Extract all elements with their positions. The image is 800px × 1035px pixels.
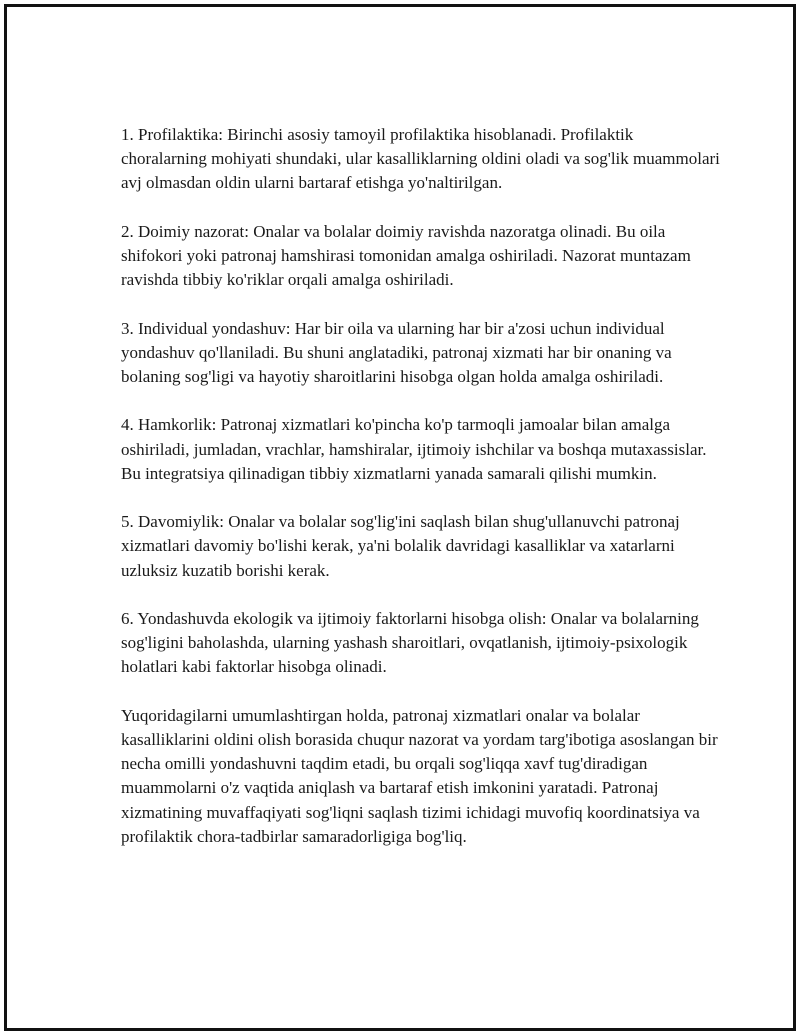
paragraph-doimiy-nazorat: 2. Doimiy nazorat: Onalar va bolalar doimiy ravishda nazoratga olinadi. Bu oila shifokori yoki patronaj hamshirasi tomonidan amalga oshiriladi. Nazorat muntazam ravishda tibbiy ko'riklar orqali amalga oshiriladi.	[121, 221, 691, 290]
paragraph-summary: Yuqoridagilarni umumlashtirgan holda, patronaj xizmatlari onalar va bolalar kasalliklarini oldini olish borasida chuqur nazorat va yordam targ'ibotiga asoslangan bir necha omilli yondashuvni taqdim etadi, bu orqali sog'liqqa xavf tug'diradigan muammolarni o'z vaqtida aniqlash va bartaraf etish imkonini yaratadi. Patronaj xizmatining muvaffaqiyati sog'liqni saqlash tizimi ichidagi muvofiq koordinatsiya va profilaktik chora-tadbirlar samaradorligiga bog'liq.	[121, 705, 718, 846]
paragraph-hamkorlik: 4. Hamkorlik: Patronaj xizmatlari ko'pincha ko'p tarmoqli jamoalar bilan amalga oshiriladi, jumladan, vrachlar, hamshiralar, ijtimoiy ishchilar va boshqa mutaxassislar. Bu integratsiya qilinadigan tibbiy xizmatlarni yanada samarali qilishi mumkin.	[121, 415, 707, 483]
page-frame	[4, 4, 796, 1031]
paragraph-ekologik-faktorlar: 6. Yondashuvda ekologik va ijtimoiy faktorlarni hisobga olish: Onalar va bolalarning sog'ligini baholashda, ularning yashash sharoitlari, ovqatlanish, ijtimoiy-psixologik holatlari kabi faktorlar hisobga olinadi.	[121, 608, 699, 677]
document-body	[121, 123, 721, 873]
paragraph-davomiylik: 5. Davomiylik: Onalar va bolalar sog'lig'ini saqlash bilan shug'ullanuvchi patronaj xizmatlari davomiy bo'lishi kerak, ya'ni bolalik davridagi kasalliklar va xatarlarni uzluksiz kuzatib borishi kerak.	[121, 512, 680, 580]
paragraph-profilaktika: 1. Profilaktika: Birinchi asosiy tamoyil profilaktika hisoblanadi. Profilaktik choralarning mohiyati shundaki, ular kasalliklarning oldini oladi va sog'lik muammolari avj olmasdan oldin ularni bartaraf etishga yo'naltirilgan.	[121, 125, 720, 193]
paragraph-individual-yondashuv: 3. Individual yondashuv: Har bir oila va ularning har bir a'zosi uchun individual yondashuv qo'llaniladi. Bu shuni anglatadiki, patronaj xizmati har bir onaning va bolaning sog'ligi va hayotiy sharoitlarini hisobga olgan holda amalga oshiriladi.	[121, 318, 672, 386]
